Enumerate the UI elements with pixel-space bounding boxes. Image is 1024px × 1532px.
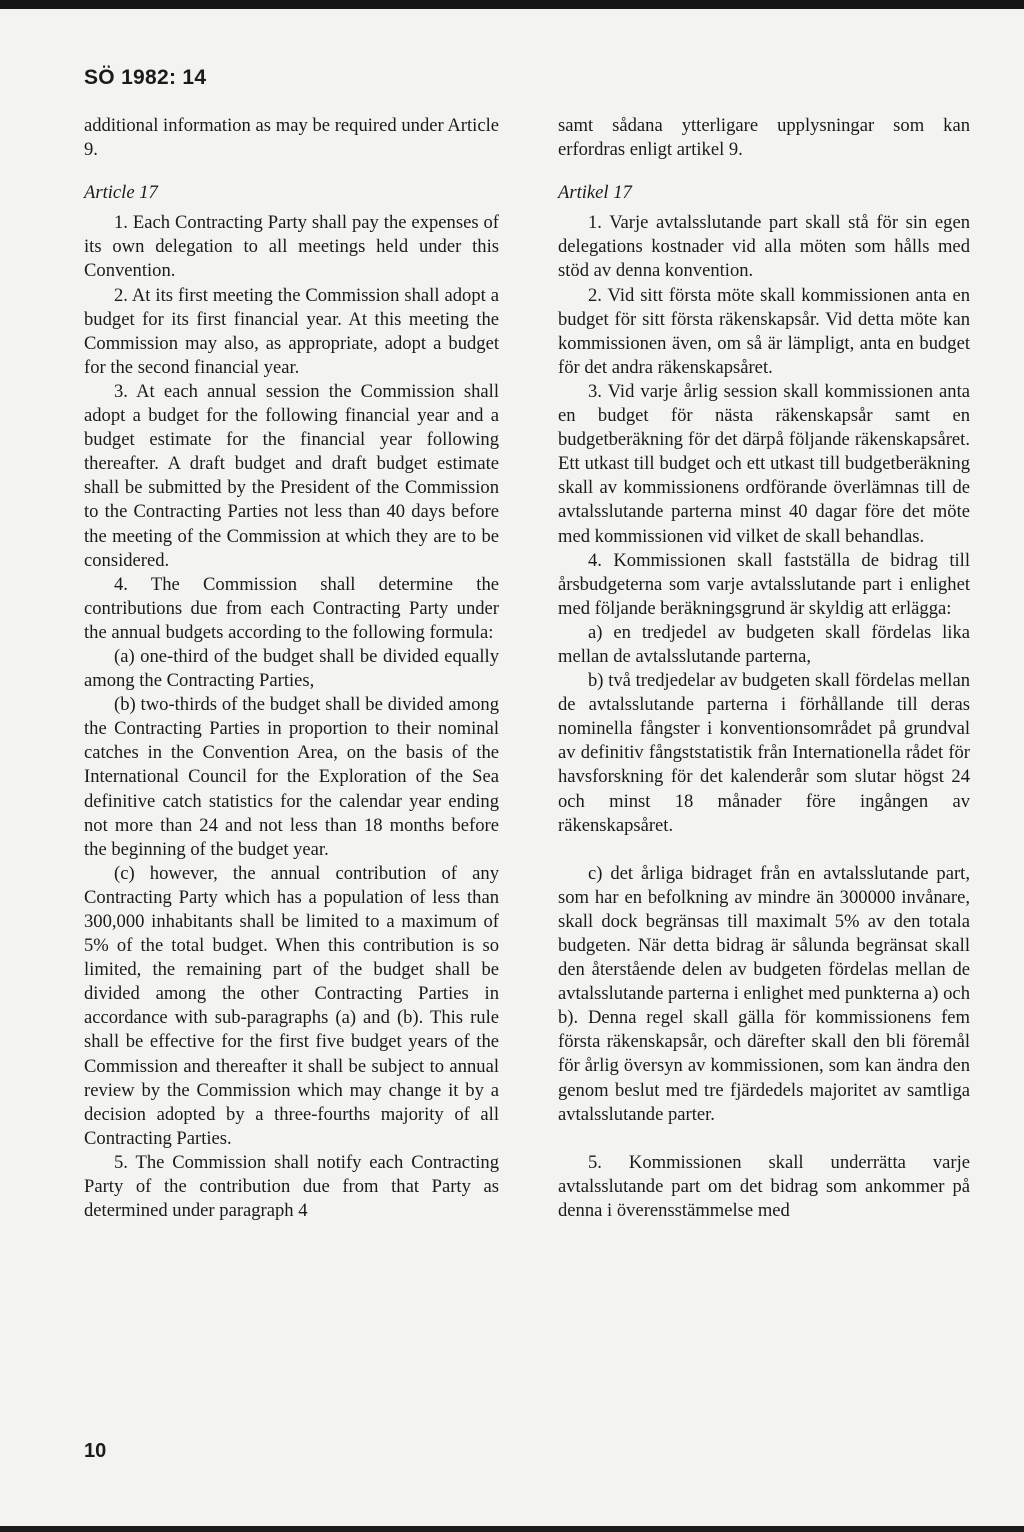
english-column [84,114,499,1223]
swedish-paragraph-2: 2. Vid sitt första möte skall kommissionen anta en budget för sitt första räkenskapsår. Vid detta möte kan kommissionen även, om så är lämpligt, anta en budget för det andra räkenskapsåret. [558,284,970,378]
swedish-paragraph-4a: a) en tredjedel av budgeten skall fördelas lika mellan de avtalsslutande parterna, [558,621,970,667]
document-reference: SÖ 1982: 14 [84,66,207,89]
swedish-paragraph-5: 5. Kommissionen skall underrätta varje avtalsslutande part om det bidrag som ankommer på denna i överensstämmelse med [558,1151,970,1221]
top-border [0,0,1024,9]
english-article-heading: Article 17 [84,182,158,204]
swedish-paragraph-3: 3. Vid varje årlig session skall kommissionen anta en budget för nästa räkenskapsår samt en budgetberäkning för det därpå följande räkenskapsåret. Ett utkast till budget och ett utkast till budgetberäkning skall av kommissionens ordförande överlämnas till de avtalsslutande parterna minst 40 dagar före det möte med kommissionen vid vilket de skall behandlas. [558,380,970,547]
english-paragraph-3: 3. At each annual session the Commission shall adopt a budget for the following financial year and a budget estimate for the financial year following thereafter. A draft budget and draft budget estimate shall be submitted by the President of the Commission to the Contracting Parties not less than 40 days before the meeting of the Commission at which they are to be considered. [84,380,499,571]
english-paragraph-4a: (a) one-third of the budget shall be divided equally among the Contracting Parties, [84,645,499,692]
english-paragraph-2: 2. At its first meeting the Commission shall adopt a budget for its first financial year. At this meeting the Commission may also, as appropriate, adopt a budget for the second financial year. [84,284,499,378]
swedish-paragraph-4: 4. Kommissionen skall fastställa de bidrag till årsbudgeterna som varje avtalsslutande part i enlighet med följande beräkningsgrund är skyldig att erlägga: [558,549,970,619]
english-intro: additional information as may be required under Article 9. [84,115,499,161]
english-paragraph-4: 4. The Commission shall determine the contributions due from each Contracting Party under the annual budgets according to the following formula: [84,573,499,643]
swedish-article-heading: Artikel 17 [558,182,632,204]
english-paragraph-4c: (c) however, the annual contribution of any Contracting Party which has a population of less than 300,000 inhabitants shall be limited to a maximum of 5% of the total budget. When this contribution is so limited, the remaining part of the budget shall be divided among the other Contracting Parties in accordance with sub-paragraphs (a) and (b). This rule shall be effective for the first five budget years of the Commission and thereafter it shall be subject to annual review by the Commission which may change it by a decision adopted by a three-fourths majority of all Contracting Parties. [84,862,499,1149]
swedish-intro: samt sådana ytterligare upplysningar som kan erfordras enligt artikel 9. [558,115,970,161]
bottom-border [0,1526,1024,1532]
swedish-paragraph-1: 1. Varje avtalsslutande part skall stå för sin egen delegations kostnader vid alla möten som hålls med stöd av denna konvention. [558,212,970,282]
english-paragraph-4b: (b) two-thirds of the budget shall be divided among the Contracting Parties in proportion to their nominal catches in the Convention Area, on the basis of the International Council for the Exploration of the Sea definitive catch statistics for the calendar year ending not more than 24 and not less than 18 months before the beginning of the budget year. [84,694,499,860]
swedish-column [558,114,970,1223]
english-paragraph-1: 1. Each Contracting Party shall pay the expenses of its own delegation to all meetings held under this Convention. [84,212,499,282]
page-number: 10 [84,1440,107,1462]
swedish-paragraph-4c: c) det årliga bidraget från en avtalsslutande part, som har en befolkning av mindre än 300000 invånare, skall dock begränsas till maximalt 5% av den totala budgeten. När detta bidrag är sålunda begränsat skall den återstående delen av budgeten fördelas mellan de avtalsslutande parterna i enlighet med punkterna a) och b). Denna regel skall gälla för kommissionens fem första räkenskapsår, och därefter skall den bli föremål för årlig översyn av kommissionen, som kan ändra den genom beslut med tre fjärdedels majoritet av samtliga avtalsslutande parter. [558,862,970,1125]
english-paragraph-5: 5. The Commission shall notify each Contracting Party of the contribution due from that Party as determined under paragraph 4 [84,1151,499,1222]
swedish-paragraph-4b: b) två tredjedelar av budgeten skall fördelas mellan de avtalsslutande parterna i förhållande till deras nominella fångster i konventionsområdet på grundval av definitiv fångststatistik från Internationella rådet för havsforskning för det kalenderår som slutar högst 24 och minst 18 månader före ingången av räkenskapsåret. [558,670,970,836]
